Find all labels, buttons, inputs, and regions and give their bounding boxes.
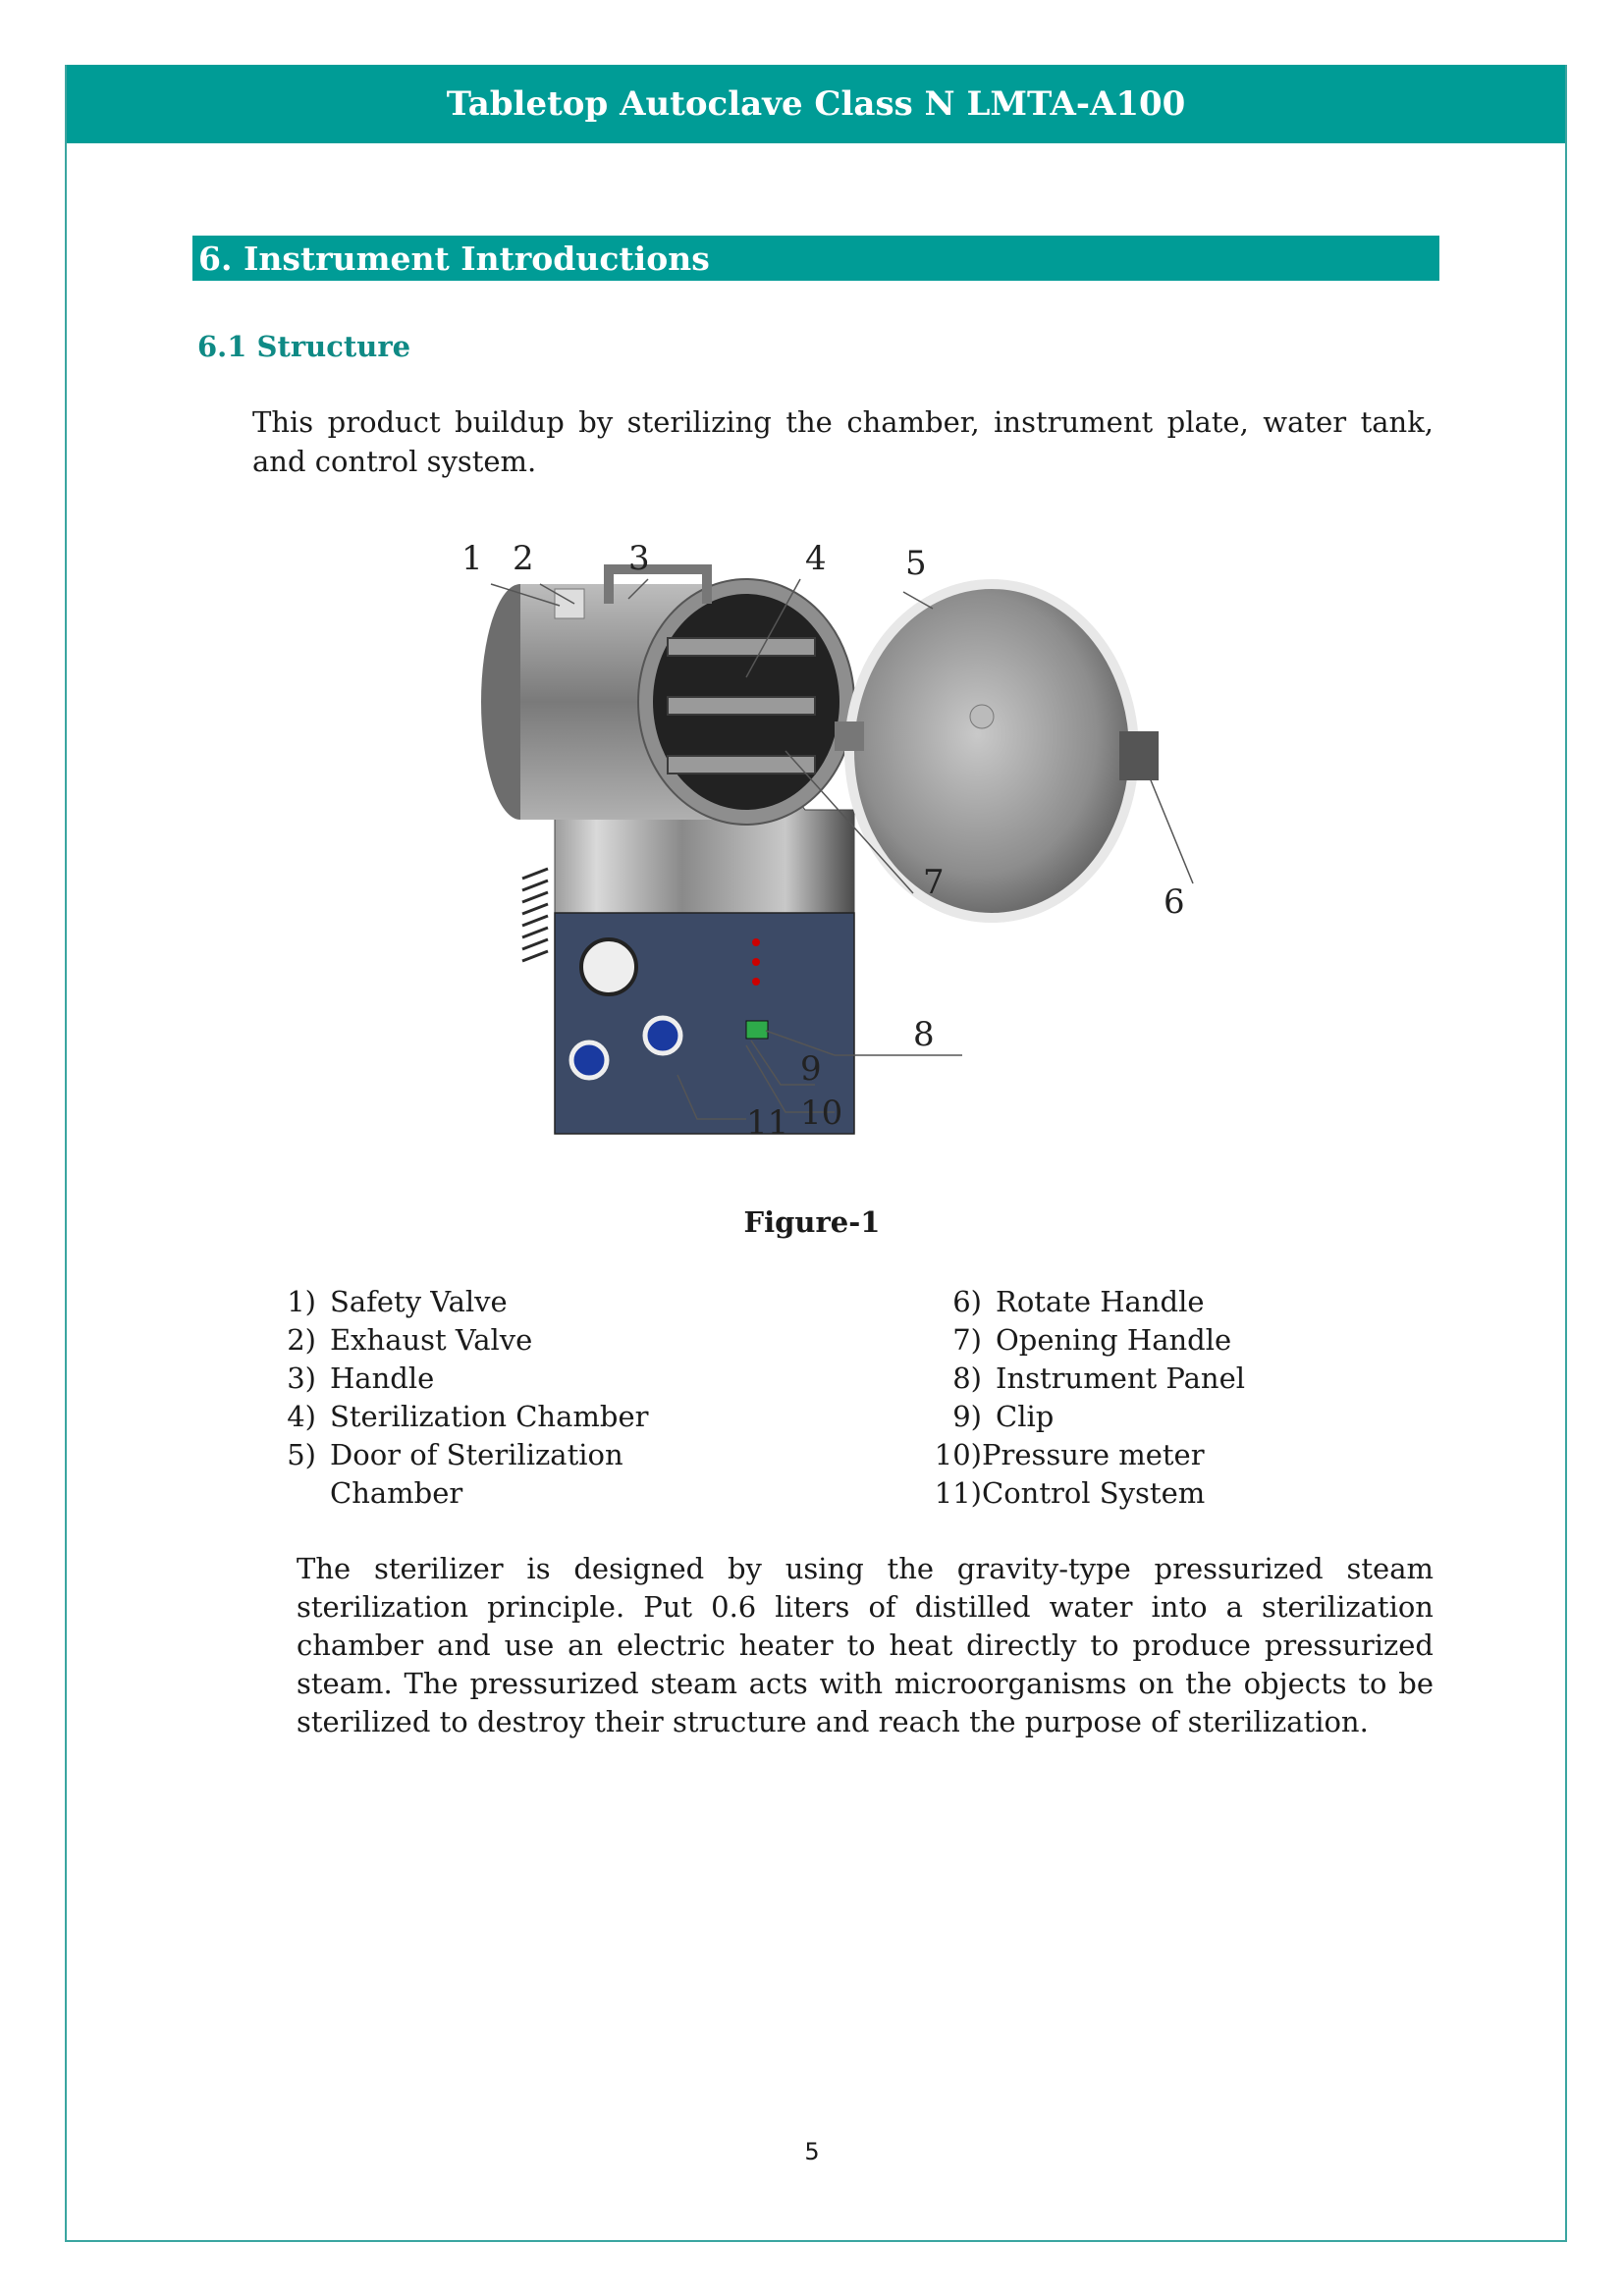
- item-label: Rotate Handle: [996, 1285, 1205, 1318]
- parts-list-left: [267, 1283, 738, 1513]
- list-item: [267, 1321, 738, 1360]
- list-item: [267, 1436, 738, 1513]
- page-number: 5: [804, 2138, 820, 2165]
- svg-text:7: 7: [923, 863, 945, 902]
- item-label: Door of Sterilization Chamber: [330, 1438, 623, 1510]
- svg-text:5: 5: [905, 544, 927, 583]
- list-item: [933, 1283, 1424, 1321]
- svg-text:6: 6: [1164, 882, 1185, 922]
- item-label: Control System: [982, 1476, 1206, 1510]
- list-item: [933, 1321, 1424, 1360]
- list-item: [933, 1474, 1424, 1513]
- svg-text:2: 2: [513, 539, 534, 578]
- autoclave-illustration: [461, 525, 1208, 1153]
- item-label: Handle: [330, 1362, 435, 1395]
- item-number: 6): [952, 1285, 982, 1318]
- item-number: 1): [287, 1285, 316, 1318]
- description-paragraph: The sterilizer is designed by using the gravity-type pressurized steam sterilization principle. Put 0.6 liters of distilled water into a sterilization chamber and use an electric heater to heat directly to produce pressurized steam. The pressurized steam acts with microorganisms on the objects to be sterilized to destroy their structure and reach the purpose of sterilization.: [297, 1552, 1434, 1738]
- item-number: 4): [287, 1400, 316, 1433]
- item-number: 10): [934, 1438, 982, 1471]
- item-label: Pressure meter: [982, 1438, 1205, 1471]
- document-header: [67, 65, 1565, 143]
- list-item: [267, 1398, 738, 1436]
- svg-text:3: 3: [628, 539, 650, 578]
- item-number: 7): [952, 1323, 982, 1357]
- section-title: 6. Instrument Introductions: [198, 239, 710, 278]
- svg-text:1: 1: [461, 539, 483, 578]
- list-item: [933, 1398, 1424, 1436]
- item-label: Sterilization Chamber: [330, 1400, 649, 1433]
- subsection-title: 6.1 Structure: [197, 330, 411, 363]
- item-number: 11): [934, 1476, 982, 1510]
- svg-text:9: 9: [800, 1049, 822, 1089]
- item-label: Instrument Panel: [996, 1362, 1246, 1395]
- item-label: Exhaust Valve: [330, 1323, 533, 1357]
- autoclave-figure: [461, 525, 1208, 1153]
- section-heading: [192, 236, 1439, 281]
- list-item: [267, 1360, 738, 1398]
- svg-text:8: 8: [913, 1015, 935, 1054]
- item-number: 5): [287, 1438, 316, 1471]
- item-label: Opening Handle: [996, 1323, 1232, 1357]
- item-label: Clip: [996, 1400, 1055, 1433]
- item-number: 8): [952, 1362, 982, 1395]
- item-label: Safety Valve: [330, 1285, 508, 1318]
- item-number: 9): [952, 1400, 982, 1433]
- parts-list-right: [933, 1283, 1424, 1513]
- intro-paragraph: This product buildup by sterilizing the chamber, instrument plate, water tank, and control system.: [252, 405, 1434, 478]
- item-number: 2): [287, 1323, 316, 1357]
- list-item: [933, 1360, 1424, 1398]
- document-title: Tabletop Autoclave Class N LMTA-A100: [446, 84, 1186, 124]
- svg-text:10: 10: [800, 1094, 843, 1133]
- svg-text:4: 4: [805, 539, 827, 578]
- item-number: 3): [287, 1362, 316, 1395]
- list-item: [933, 1436, 1424, 1474]
- svg-text:11: 11: [746, 1103, 789, 1143]
- figure-caption: Figure-1: [743, 1205, 881, 1239]
- list-item: [267, 1283, 738, 1321]
